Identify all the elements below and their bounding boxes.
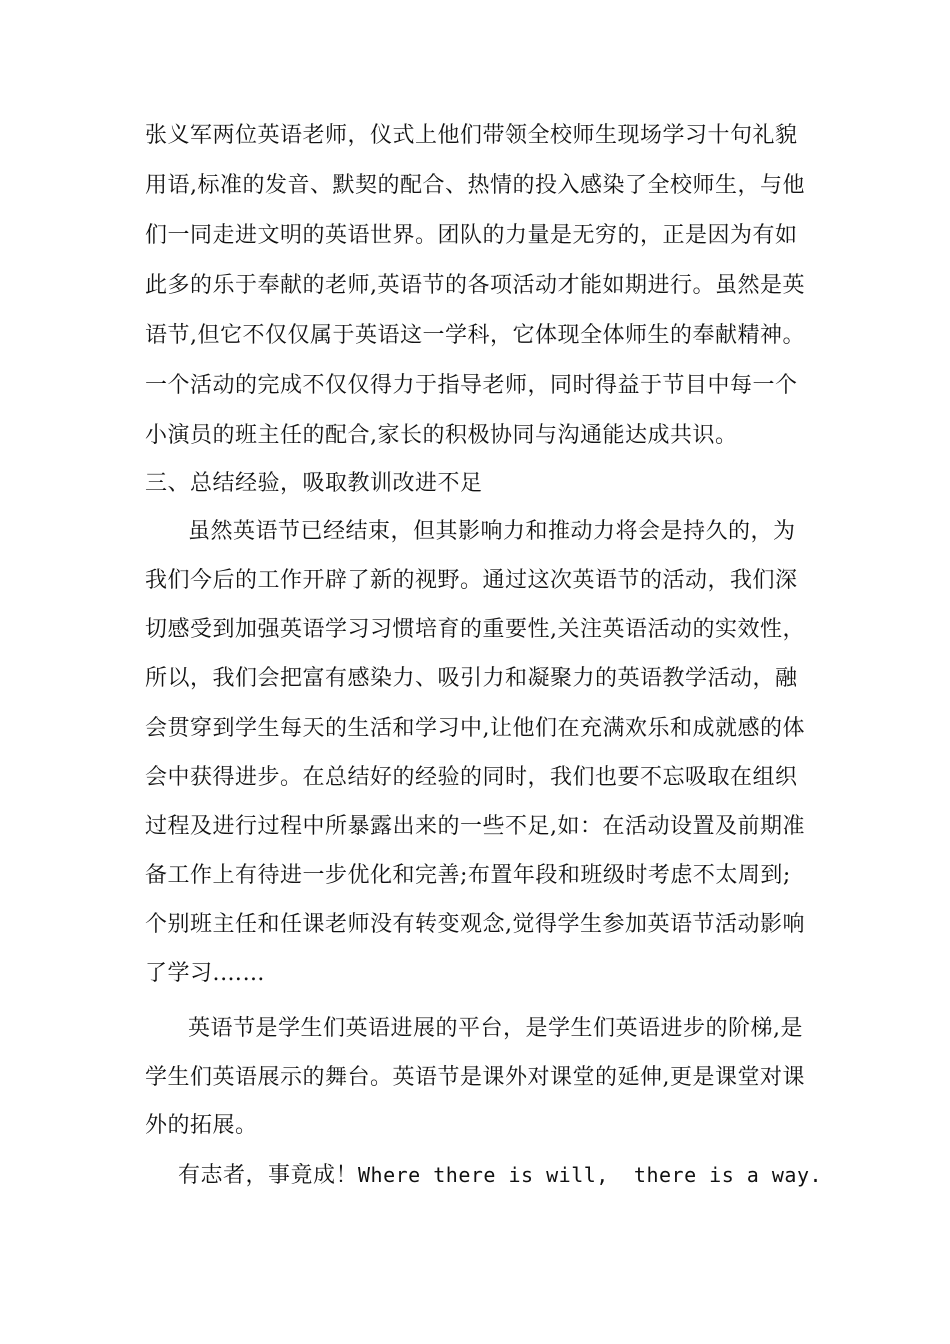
closing-line [178, 1160, 822, 1191]
paragraph1-line-3: 们一同走进文明的英语世界。团队的力量是无穷的，正是因为有如 [145, 223, 798, 248]
paragraph1-line-6: 一个活动的完成不仅仅得力于指导老师，同时得益于节目中每一个 [145, 373, 798, 398]
paragraph2-line-4: 所以，我们会把富有感染力、吸引力和凝聚力的英语教学活动，融 [145, 666, 798, 691]
closing-chinese: 有志者，事竟成！ [178, 1163, 359, 1188]
paragraph2-line-1: 虽然英语节已经结束，但其影响力和推动力将会是持久的，为 [188, 519, 796, 544]
paragraph2-line-10: 了学习.…… [145, 961, 265, 986]
paragraph3-line-1: 英语节是学生们英语进展的平台，是学生们英语进步的阶梯,是 [188, 1016, 803, 1041]
paragraph2-line-9: 个别班主任和任课老师没有转变观念,觉得学生参加英语节活动影响 [145, 912, 805, 937]
closing-english: Where there is will, there is a way. [358, 1163, 823, 1187]
paragraph3-line-2: 学生们英语展示的舞台。英语节是课外对课堂的延伸,更是课堂对课 [145, 1065, 805, 1090]
paragraph1-line-1: 张义军两位英语老师，仪式上他们带领全校师生现场学习十句礼貌 [145, 123, 798, 148]
paragraph2-line-6: 会中获得进步。在总结好的经验的同时，我们也要不忘吸取在组织 [145, 765, 798, 790]
paragraph2-line-5: 会贯穿到学生每天的生活和学习中,让他们在充满欢乐和成就感的体 [145, 716, 805, 741]
paragraph1-line-7: 小演员的班主任的配合,家长的积极协同与沟通能达成共识。 [145, 423, 738, 448]
paragraph2-line-8: 备工作上有待进一步优化和完善;布置年段和班级时考虑不太周到; [145, 863, 791, 888]
section-heading: 三、总结经验，吸取教训改进不足 [145, 471, 483, 496]
paragraph2-line-3: 切感受到加强英语学习习惯培育的重要性,关注英语活动的实效性， [145, 617, 805, 642]
paragraph2-line-2: 我们今后的工作开辟了新的视野。通过这次英语节的活动，我们深 [145, 568, 798, 593]
paragraph1-line-5: 语节,但它不仅仅属于英语这一学科，它体现全体师生的奉献精神。 [145, 323, 805, 348]
paragraph1-line-4: 此多的乐于奉献的老师,英语节的各项活动才能如期进行。虽然是英 [145, 273, 805, 298]
paragraph2-line-7: 过程及进行过程中所暴露出来的一些不足,如：在活动设置及前期准 [145, 814, 805, 839]
paragraph1-line-2: 用语,标准的发音、默契的配合、热情的投入感染了全校师生，与他 [145, 173, 805, 198]
paragraph3-line-3: 外的拓展。 [145, 1113, 258, 1138]
